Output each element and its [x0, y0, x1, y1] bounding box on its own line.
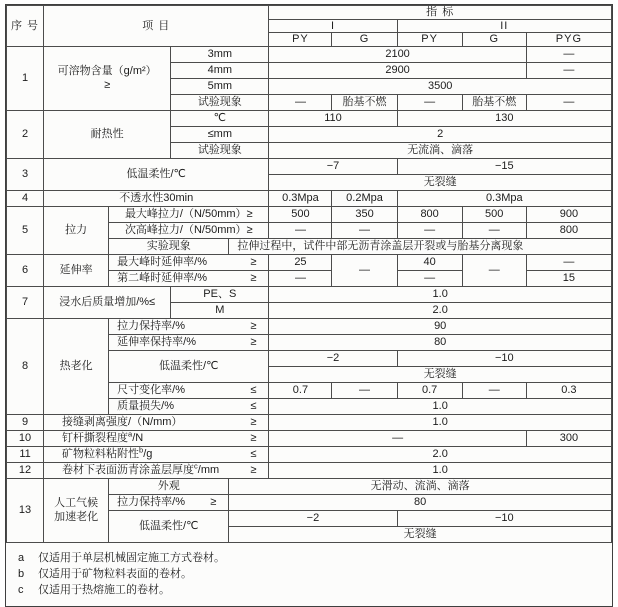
sub-item-label: 4mm [171, 62, 269, 78]
value-cell: — [462, 382, 526, 398]
value-cell: — [269, 222, 332, 238]
sub-item-label: 质量损失/% ≤ [109, 398, 269, 414]
value-cell: 300 [526, 430, 611, 446]
row-number: 2 [7, 110, 44, 158]
value-cell: — [526, 46, 611, 62]
value-cell: 1.0 [269, 414, 612, 430]
value-cell: 800 [397, 206, 462, 222]
value-cell: −10 [397, 350, 611, 366]
value-cell: — [397, 270, 462, 286]
item-label: 可溶物含量（g/m²） ≥ [44, 46, 171, 110]
value-cell: 800 [526, 222, 611, 238]
value-cell: 500 [462, 206, 526, 222]
item-label: 耐热性 [44, 110, 171, 158]
value-cell: 无流淌、滴落 [269, 142, 612, 158]
header-base-pyg: PYG [526, 33, 611, 47]
value-cell: 无滑动、流淌、滴落 [229, 478, 612, 494]
item-label: 拉力 [44, 206, 109, 254]
sub-item-label: 试验现象 [171, 94, 269, 110]
value-cell: 900 [526, 206, 611, 222]
sub-item-label: 低温柔性/℃ [109, 510, 229, 542]
value-cell: 无裂缝 [269, 174, 612, 190]
item-label: 热老化 [44, 318, 109, 414]
value-cell: 拉伸过程中，试件中部无沥青涂盖层开裂或与胎基分离现象 [229, 238, 612, 254]
value-cell: — [269, 270, 332, 286]
sub-item-label: 低温柔性/℃ [109, 350, 269, 382]
sub-item-label: M [171, 302, 269, 318]
sub-item-label: 拉力保持率/% ≥ [109, 494, 229, 510]
value-cell: −10 [397, 510, 611, 526]
value-cell: 2900 [269, 62, 526, 78]
document-frame [5, 4, 613, 607]
sub-item-label: 第二峰时延伸率/% ≥ [109, 270, 269, 286]
value-cell: 0.3Mpa [269, 190, 332, 206]
value-cell: — [462, 222, 526, 238]
footnotes [6, 543, 612, 606]
value-cell: −2 [269, 350, 397, 366]
row-number: 5 [7, 206, 44, 254]
sub-item-label: 外观 [109, 478, 229, 494]
value-cell: −7 [269, 158, 397, 174]
header-base-py: PY [269, 33, 332, 47]
footnote-key: a [18, 551, 25, 564]
value-cell: 2.0 [269, 446, 612, 462]
value-cell: — [269, 430, 526, 446]
footnote-key: b [18, 567, 25, 580]
value-cell: 1.0 [269, 398, 612, 414]
value-cell: — [526, 62, 611, 78]
value-cell: 无裂缝 [229, 526, 612, 542]
value-cell: 350 [332, 206, 397, 222]
item-label: 矿物粒料粘附性$^b$/g ≤ [44, 446, 269, 462]
value-cell: 2100 [269, 46, 526, 62]
value-cell: — [526, 94, 611, 110]
sub-item-label: PE、S [171, 286, 269, 302]
value-cell: 0.7 [269, 382, 332, 398]
value-cell: — [332, 254, 397, 286]
footnote-key: c [18, 583, 24, 596]
sub-item-label: 3mm [171, 46, 269, 62]
row-number: 11 [7, 446, 44, 462]
value-cell: 0.7 [397, 382, 462, 398]
value-cell: 110 [269, 110, 397, 126]
footnote [18, 582, 602, 598]
value-cell: — [526, 254, 611, 270]
value-cell: −15 [397, 158, 611, 174]
footnote-text: 仅适用于矿物粒料表面的卷材。 [38, 567, 192, 580]
item-label: 卷材下表面沥青涂盖层厚度$^c$/mm ≥ [44, 462, 269, 478]
header-item: 项 目 [44, 6, 269, 47]
value-cell: — [332, 222, 397, 238]
footnote [18, 566, 602, 582]
item-label: 接缝剥离强度/（N/mm） ≥ [44, 414, 269, 430]
header-base-g: G [332, 33, 397, 47]
value-cell: — [269, 94, 332, 110]
row-number: 8 [7, 318, 44, 414]
value-cell: 0.3 [526, 382, 611, 398]
value-cell: 40 [397, 254, 462, 270]
sub-item-label: 最大峰拉力/（N/50mm）≥ [109, 206, 269, 222]
item-label: 浸水后质量增加/%≤ [44, 286, 171, 318]
sub-item-label: ℃ [171, 110, 269, 126]
row-number: 1 [7, 46, 44, 110]
row-number: 3 [7, 158, 44, 190]
value-cell: 80 [269, 334, 612, 350]
header-base-g: G [462, 33, 526, 47]
footnote-text: 仅适用于热熔施工的卷材。 [38, 583, 170, 596]
value-cell: 0.3Mpa [397, 190, 611, 206]
value-cell: 130 [397, 110, 611, 126]
footnote-text: 仅适用于单层机械固定施工方式卷材。 [38, 551, 225, 564]
value-cell: — [462, 254, 526, 286]
value-cell: — [397, 222, 462, 238]
value-cell: 25 [269, 254, 332, 270]
header-type-2: II [397, 19, 611, 33]
item-label: 延伸率 [44, 254, 109, 286]
value-cell: — [397, 94, 462, 110]
sub-item-label: ≤mm [171, 126, 269, 142]
sub-item-label: 实验现象 [109, 238, 229, 254]
value-cell: 80 [229, 494, 612, 510]
value-cell: — [332, 382, 397, 398]
sub-item-label: 延伸率保持率/% ≥ [109, 334, 269, 350]
sub-item-label: 最大峰时延伸率/% ≥ [109, 254, 269, 270]
value-cell: −2 [229, 510, 397, 526]
value-cell: 90 [269, 318, 612, 334]
value-cell: 500 [269, 206, 332, 222]
value-cell: 2 [269, 126, 612, 142]
value-cell: 1.0 [269, 462, 612, 478]
spec-table [6, 5, 612, 543]
value-cell: 2.0 [269, 302, 612, 318]
footnote [18, 550, 602, 566]
row-number: 10 [7, 430, 44, 446]
header-seq: 序 号 [7, 6, 44, 47]
row-number: 12 [7, 462, 44, 478]
header-indicator: 指 标 [269, 6, 612, 20]
sub-item-label: 次高峰拉力/（N/50mm）≥ [109, 222, 269, 238]
header-type-1: I [269, 19, 397, 33]
value-cell: 胎基不燃 [332, 94, 397, 110]
row-number: 4 [7, 190, 44, 206]
item-label: 人工气候 加速老化 [44, 478, 109, 542]
row-number: 9 [7, 414, 44, 430]
header-base-py: PY [397, 33, 462, 47]
sub-item-label: 试验现象 [171, 142, 269, 158]
value-cell: 1.0 [269, 286, 612, 302]
row-number: 13 [7, 478, 44, 542]
value-cell: 无裂缝 [269, 366, 612, 382]
item-label: 不透水性30min [44, 190, 269, 206]
value-cell: 0.2Mpa [332, 190, 397, 206]
item-label: 钉杆撕裂程度$^a$/N ≥ [44, 430, 269, 446]
sub-item-label: 尺寸变化率/% ≤ [109, 382, 269, 398]
row-number: 6 [7, 254, 44, 286]
row-number: 7 [7, 286, 44, 318]
sub-item-label: 5mm [171, 78, 269, 94]
value-cell: 胎基不燃 [462, 94, 526, 110]
sub-item-label: 拉力保持率/% ≥ [109, 318, 269, 334]
value-cell: 15 [526, 270, 611, 286]
item-label: 低温柔性/℃ [44, 158, 269, 190]
value-cell: 3500 [269, 78, 612, 94]
